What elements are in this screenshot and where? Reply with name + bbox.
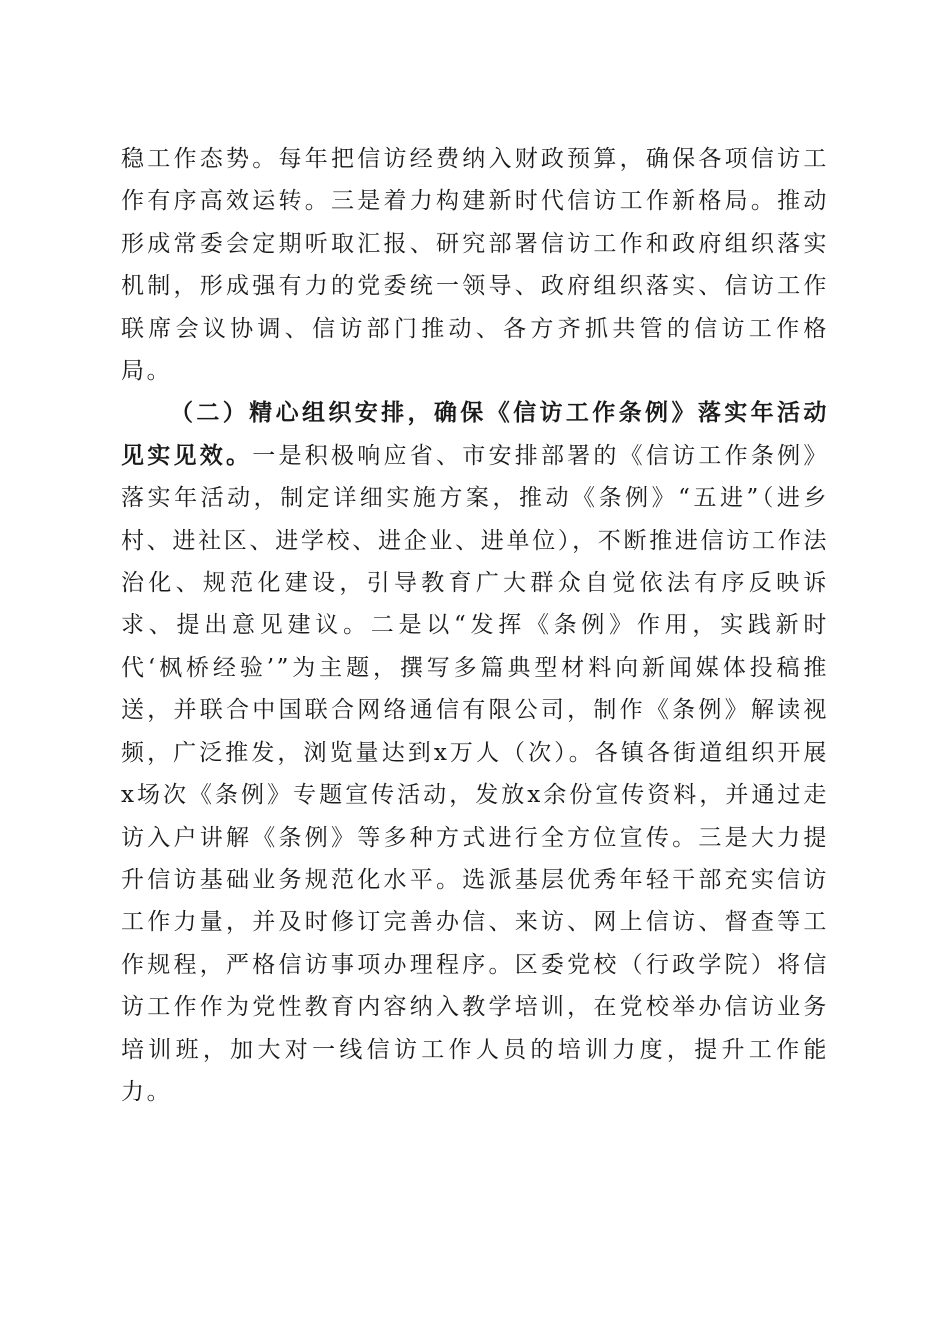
section-heading: （二）精心组织安排，确保《信访工作条例》落实年活动见实见效。	[121, 399, 829, 469]
paragraph-section-two	[121, 392, 829, 1113]
document-body	[121, 138, 829, 1113]
paragraph-text: 稳工作态势。每年把信访经费纳入财政预算，确保各项信访工作有序高效运转。三是着力构建新时代信访工作新格局。推动形成常委会定期听取汇报、研究部署信访工作和政府组织落实机制，形成强有力的党委统一领导、政府组织落实、信访工作联席会议协调、信访部门推动、各方齐抓共管的信访工作格局。	[121, 146, 829, 385]
paragraph-continuation	[121, 138, 829, 392]
paragraph-text: 一是积极响应省、市安排部署的《信访工作条例》落实年活动，制定详细实施方案，推动《条例》“五进”（进乡村、进社区、进学校、进企业、进单位），不断推进信访工作法治化、规范化建设，引导教育广大群众自觉依法有序反映诉求、提出意见建议。二是以“发挥《条例》作用，实践新时代‘枫桥经验’”为主题，撰写多篇典型材料向新闻媒体投稿推送，并联合中国联合网络通信有限公司，制作《条例》解读视频，广泛推发，浏览量达到x万人（次）。各镇各街道组织开展x场次《条例》专题宣传活动，发放x余份宣传资料，并通过走访入户讲解《条例》等多种方式进行全方位宣传。三是大力提升信访基础业务规范化水平。选派基层优秀年轻干部充实信访工作力量，并及时修订完善办信、来访、网上信访、督查等工作规程，严格信访事项办理程序。区委党校（行政学院）将信访工作作为党性教育内容纳入教学培训，在党校举办信访业务培训班，加大对一线信访工作人员的培训力度，提升工作能力。	[121, 442, 830, 1105]
